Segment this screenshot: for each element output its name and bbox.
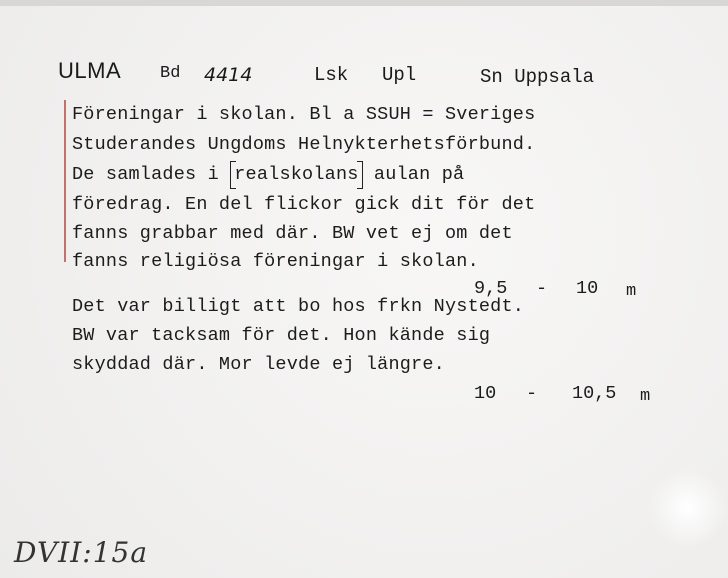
text-line-4: föredrag. En del flickor gick dit för det [72, 194, 536, 215]
volume-number: 4414 [204, 64, 253, 86]
time-1-to: 10 [576, 278, 599, 299]
text-line-6: fanns religiösa föreningar i skolan. [72, 251, 479, 272]
text-line-1: Föreningar i skolan. Bl a SSUH = Sveriges [72, 104, 536, 125]
text-line-5: fanns grabbar med där. BW vet ej om det [72, 223, 513, 244]
time-1-from: 9,5 [474, 278, 508, 299]
time-2-from: 10 [474, 383, 497, 404]
time-2-to: 10,5 [572, 383, 617, 404]
text-line-9: skyddad där. Mor levde ej längre. [72, 354, 445, 375]
text-line-8: BW var tacksam för det. Hon kände sig [72, 325, 491, 346]
time-2-sep: - [526, 383, 538, 404]
parish-label: Sn Uppsala [480, 66, 595, 88]
time-1-unit: m [626, 282, 637, 301]
volume-label: Bd [160, 64, 181, 83]
bracketed-word: realskolans [230, 164, 362, 185]
province-label: Lsk [314, 64, 349, 86]
shelfmark: DVII:15a [14, 536, 149, 569]
text-line-2: Studerandes Ungdoms Helnykterhetsförbund. [72, 134, 536, 155]
time-1-sep: - [536, 278, 548, 299]
text-line-3-end: aulan på [373, 164, 465, 185]
archive-name: ULMA [58, 58, 122, 83]
text-line-7: Det var billigt att bo hos frkn Nystedt. [72, 296, 525, 317]
card-top-edge [0, 0, 728, 6]
district-label: Upl [382, 64, 417, 86]
margin-line [64, 100, 66, 262]
text-line-3-start: De samlades i [72, 164, 219, 185]
time-2-unit: m [640, 387, 651, 406]
text-line-3 [72, 164, 464, 185]
paper-stain [648, 468, 728, 548]
card-header [0, 58, 728, 98]
